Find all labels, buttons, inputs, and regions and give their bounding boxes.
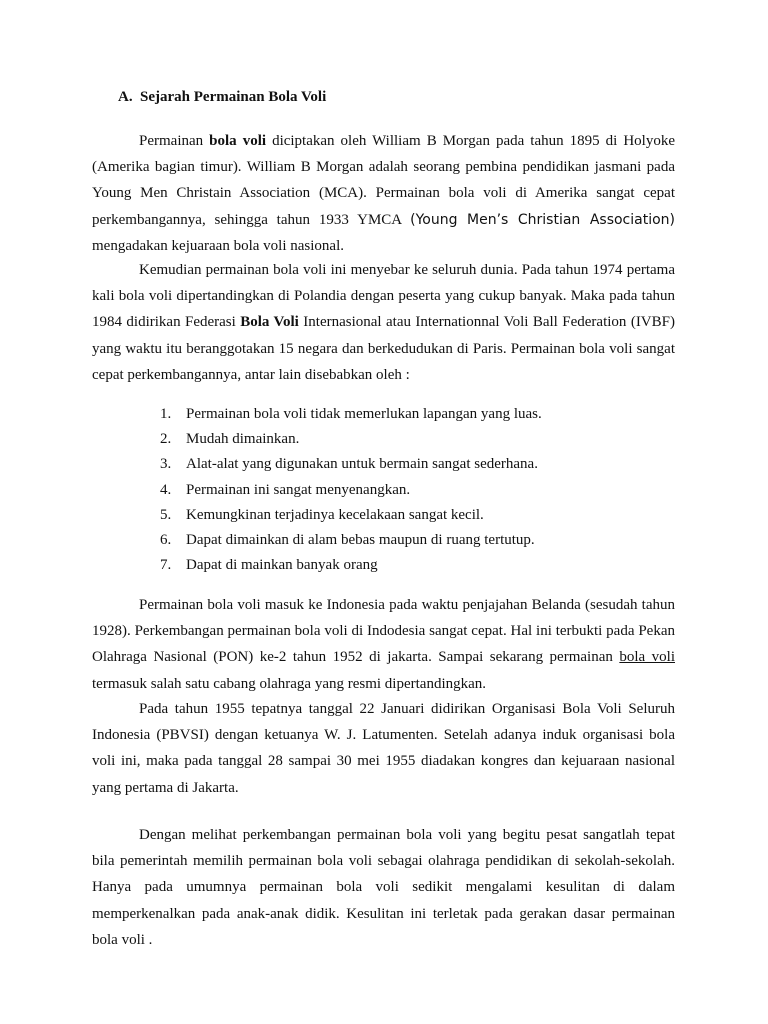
- paragraph-spread-text-1: Kemudian permainan bola voli ini menyebar ke seluruh dunia. Pada tahun 1974 pertama kali bola voli dipertandingkan di Polandia dengan peserta yang cukup banyak. Maka pada tahun 1984 didirikan Federasi: [92, 262, 675, 331]
- paragraph-origin-text-2: mengadakan kejuaraan bola voli nasional.: [92, 237, 344, 254]
- list-item-number: 4.: [160, 481, 172, 498]
- paragraph-pbvsi-text: Pada tahun 1955 tepatnya tanggal 22 Januari didirikan Organisasi Bola Voli Seluruh Indonesia (PBVSI) dengan ketuanya W. J. Latumenten. Setelah adanya induk organisasi bola voli ini, maka pada tanggal 28 sampai 30 mei 1955 diadakan kongres dan kejuaraan nasional yang pertama di Jakarta.: [92, 701, 675, 796]
- list-item: [160, 553, 542, 578]
- paragraph-spread: [92, 257, 675, 388]
- ymca-full-name: (Young Men’s Christian Association): [410, 211, 675, 228]
- paragraph-schools-text: Dengan melihat perkembangan permainan bola voli yang begitu pesat sangatlah tepat bila pemerintah memilih permainan bola voli sebagai olahraga pendidikan di sekolah-sekolah. Hanya pada umumnya permainan bola voli sedikit mengalami kesulitan di dalam memperkenalkan pada anak-anak didik. Kesulitan ini terletak pada gerakan dasar permainan bola voli .: [92, 827, 675, 948]
- list-item: [160, 427, 542, 452]
- list-item-text: Dapat dimainkan di alam bebas maupun di ruang tertutup.: [186, 532, 535, 549]
- list-item-text: Permainan ini sangat menyenangkan.: [186, 481, 411, 498]
- list-item-number: 7.: [160, 557, 172, 574]
- section-heading-label: A.: [118, 89, 133, 105]
- paragraph-indonesia-underlined-term: bola voli: [619, 649, 675, 666]
- paragraph-pbvsi: [92, 696, 675, 801]
- paragraph-origin-bold-term: bola voli: [209, 133, 267, 149]
- list-item: [160, 452, 542, 477]
- list-item-number: 6.: [160, 532, 172, 549]
- paragraph-origin: [92, 128, 675, 259]
- list-item-number: 5.: [160, 506, 172, 523]
- paragraph-indonesia-text-2: termasuk salah satu cabang olahraga yang resmi dipertandingkan.: [92, 675, 487, 692]
- list-item-text: Dapat di mainkan banyak orang: [186, 557, 378, 574]
- reasons-list: [160, 402, 542, 578]
- list-item: [160, 478, 542, 503]
- list-item-number: 2.: [160, 431, 172, 448]
- section-heading-title: Sejarah Permainan Bola Voli: [140, 89, 327, 105]
- paragraph-spread-text-2: Internasional atau Internationnal Voli Ball Federation (IVBF) yang waktu itu beranggotakan 15 negara dan berkedudukan di Paris. Permainan bola voli sangat cepat perkembangannya, antar lain disebabkan oleh :: [92, 314, 675, 383]
- paragraph-origin-text-1: diciptakan oleh William B Morgan pada tahun 1895 di Holyoke (Amerika bagian timur). William B Morgan adalah seorang pembina pendidikan jasmani pada Young Men Christain Association (MCA). Permainan bola voli di Amerika sangat cepat perkembangannya, sehingga tahun 1933 YMCA: [92, 133, 675, 228]
- list-item-text: Alat-alat yang digunakan untuk bermain sangat sederhana.: [186, 456, 538, 473]
- paragraph-indonesia-text-1: Permainan bola voli masuk ke Indonesia pada waktu penjajahan Belanda (sesudah tahun 1928). Perkembangan permainan bola voli di Indodesia sangat cepat. Hal ini terbukti pada Pekan Olahraga Nasional (PON) ke-2 tahun 1952 di jakarta. Sampai sekarang permainan: [92, 597, 675, 666]
- section-heading: [118, 87, 326, 107]
- list-item-text: Mudah dimainkan.: [186, 431, 300, 448]
- paragraph-schools: [92, 822, 675, 953]
- list-item: [160, 528, 542, 553]
- list-item: [160, 402, 542, 427]
- paragraph-origin-lead: Permainan: [139, 133, 210, 149]
- paragraph-spread-bold-term: Bola Voli: [240, 314, 299, 331]
- list-item-number: 3.: [160, 456, 172, 473]
- paragraph-indonesia: [92, 592, 675, 697]
- list-item-number: 1.: [160, 406, 172, 422]
- list-item: [160, 503, 542, 528]
- list-item-text: Kemungkinan terjadinya kecelakaan sangat kecil.: [186, 506, 484, 523]
- list-item-text: Permainan bola voli tidak memerlukan lapangan yang luas.: [186, 406, 542, 422]
